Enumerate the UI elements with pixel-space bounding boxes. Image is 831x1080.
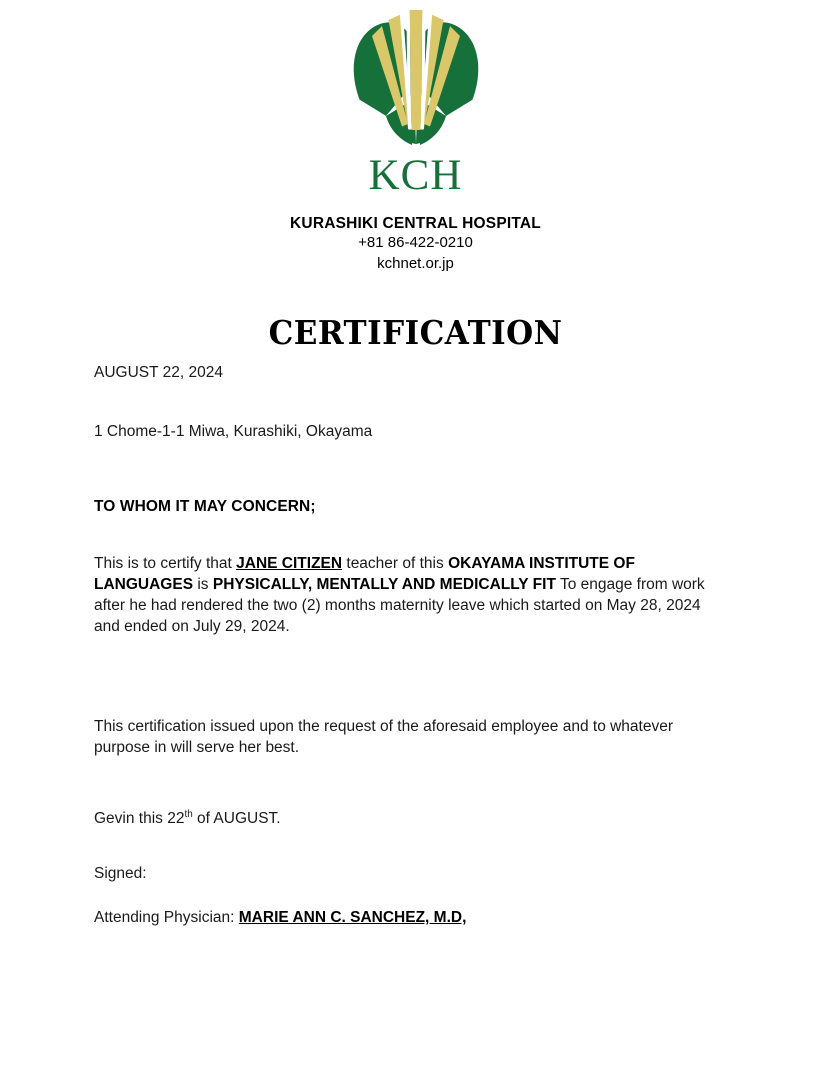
given-date-line [94, 809, 720, 830]
address: 1 Chome-1-1 Miwa, Kurashiki, Okayama [94, 422, 373, 440]
hospital-phone: +81 86-422-0210 [358, 234, 473, 252]
issue-date: AUGUST 22, 2024 [94, 364, 223, 381]
certify-tail-text: To engage from work after he had rendered the two (2) months maternity leave which started on May 28, 2024 and ended on July 29, 2024. [94, 575, 705, 635]
hospital-name: KURASHIKI CENTRAL HOSPITAL [290, 215, 541, 232]
letterhead [0, 0, 831, 274]
institution-name: OKAYAMA INSTITUTE OF LANGUAGES [94, 554, 635, 593]
attending-physician-line [94, 908, 720, 929]
document-body [94, 363, 720, 929]
hospital-website: kchnet.or.jp [377, 254, 454, 272]
certify-mid-text-2: is [193, 575, 213, 593]
purpose-paragraph: This certification issued upon the request of the aforesaid employee and to whatever purpose in will serve her best. [94, 718, 674, 757]
given-ordinal-suffix: th [184, 809, 193, 821]
given-day: 22 [167, 810, 185, 828]
certification-paragraph [94, 554, 720, 638]
given-prefix: Gevin this [94, 810, 168, 828]
attending-physician-name: MARIE ANN C. SANCHEZ, M.D, [238, 909, 467, 927]
document-title: CERTIFICATION [268, 312, 563, 352]
fitness-statement: PHYSICALLY, MENTALLY AND MEDICALLY FIT [212, 575, 556, 593]
salutation: TO WHOM IT MAY CONCERN; [94, 497, 316, 515]
hospital-monogram: KCH [368, 152, 463, 199]
attending-physician-label: Attending Physician: [94, 909, 239, 927]
certify-lead-text: This is to certify that [94, 554, 237, 572]
employee-name: JANE CITIZEN [236, 554, 343, 572]
certify-mid-text-1: teacher of this [342, 554, 449, 572]
given-month: of AUGUST. [192, 810, 281, 828]
signed-label: Signed: [94, 865, 147, 883]
hospital-logo [346, 4, 486, 152]
kch-shell-logo-icon [346, 4, 486, 152]
